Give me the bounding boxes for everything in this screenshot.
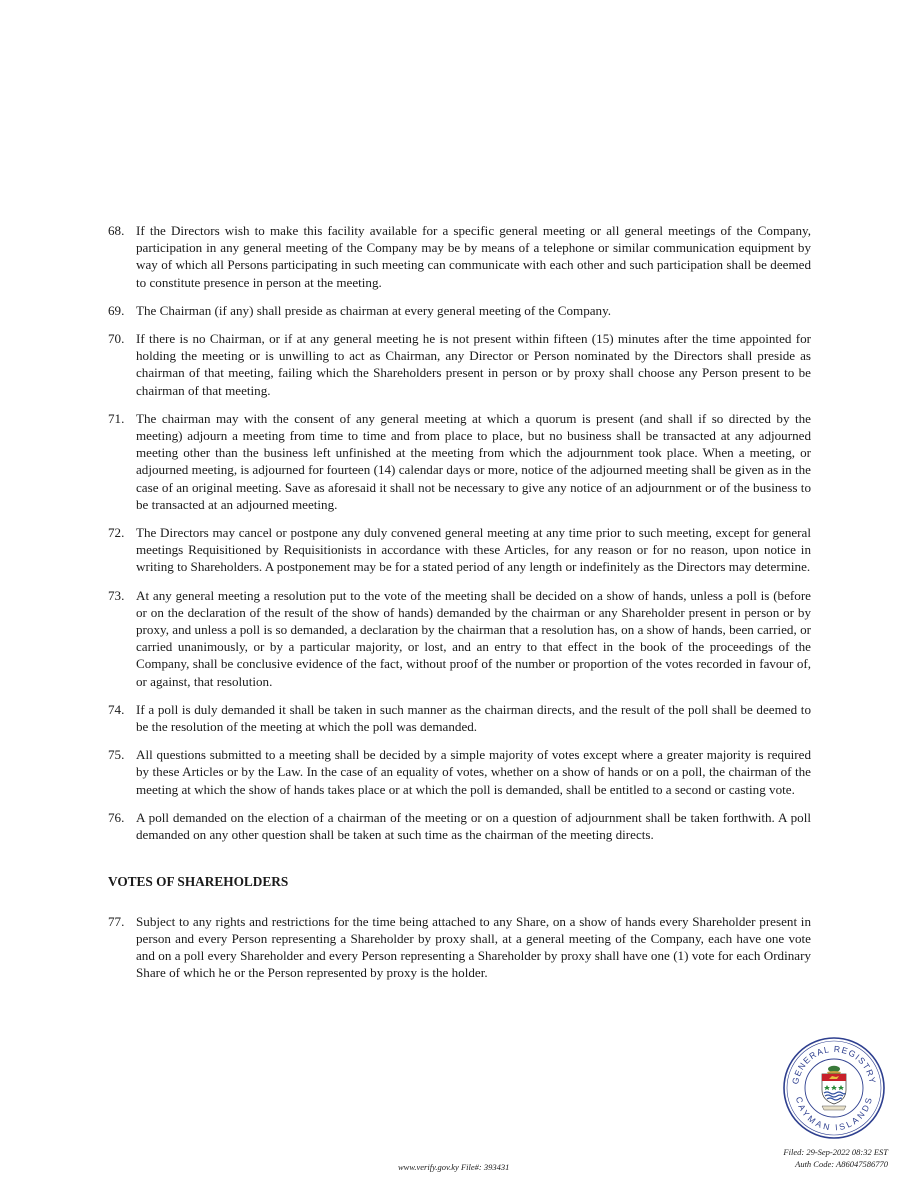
clause-number: 74. [108,701,125,717]
clause-68 [108,222,811,291]
clause-text: The Directors may cancel or postpone any duly convened general meeting at any time prior to such meeting, except for general meetings Requisitioned by Requisitionists in accordance with these Articles, for any reason or for no reason, upon notice in writing to Shareholders. A postponement may be for a stated period of any length or indefinitely as the Directors may determine. [136,525,811,575]
clause-text: If a poll is duly demanded it shall be taken in such manner as the chairman directs, and the result of the poll shall be deemed to be the resolution of the meeting at which the poll was demanded. [136,701,811,735]
clause-69 [108,302,811,319]
clause-71 [108,410,811,513]
coat-of-arms-icon [822,1066,846,1110]
clause-text: If the Directors wish to make this facility available for a specific general meeting or all general meetings of the Company, participation in any general meeting of the Company may be by means of a telephone or similar communication equipment by way of which all Persons participating in such meeting can communicate with each other and such participation shall be deemed to constitute presence in person at the meeting. [136,223,811,290]
clause-text: At any general meeting a resolution put to the vote of the meeting shall be decided on a show of hands, unless a poll is (before or on the declaration of the result of the show of hands) demanded by the chairman or any Shareholder present in person or by proxy, and unless a poll is so demanded, a declaration by the chairman that a resolution has, on a show of hands, been carried, or carried unanimously, or by a particular majority, or lost, and an entry to that effect in the book of the proceedings of the Company, shall be conclusive evidence of the fact, without proof of the number or proportion of the votes recorded in favour of, or against, that resolution. [136,587,811,689]
clause-70 [108,330,811,399]
clause-number: 70. [108,331,125,347]
clause-number: 76. [108,809,125,825]
verify-file-number: www.verify.gov.ky File#: 393431 [398,1162,510,1172]
clause-number: 77. [108,913,125,929]
filed-date: Filed: 29-Sep-2022 08:32 EST [783,1147,888,1157]
clause-74 [108,701,811,735]
clause-number: 71. [108,410,125,426]
clause-76 [108,809,811,843]
clause-text: The Chairman (if any) shall preside as chairman at every general meeting of the Company. [136,302,612,318]
clause-number: 75. [108,747,125,763]
clause-73 [108,587,811,690]
clause-75 [108,746,811,798]
auth-code: Auth Code: A86047586770 [795,1159,888,1169]
seal-bottom-text: CAYMAN ISLANDS [793,1095,875,1133]
clause-number: 73. [108,587,125,603]
clause-number: 72. [108,525,125,541]
clause-text: A poll demanded on the election of a chairman of the meeting or on a question of adjournment shall be taken forthwith. A poll demanded on any other question shall be taken at such time as the chairman of the meeting directs. [136,809,811,843]
clause-text: Subject to any rights and restrictions for the time being attached to any Share, on a show of hands every Shareholder present in person and every Person representing a Shareholder by proxy shall, at a general meeting of the Company, each have one vote and on a poll every Shareholder and every Person representing a Shareholder by proxy shall have one (1) vote for each Ordinary Share of which he or the Person represented by proxy is the holder. [136,913,811,981]
clause-text: All questions submitted to a meeting shall be decided by a simple majority of votes except where a greater majority is required by these Articles or by the Law. In the case of an equality of votes, whether on a show of hands or on a poll, the chairman of the meeting at which the show of hands takes place or at which the poll is demanded, shall be entitled to a second or casting vote. [136,747,811,797]
seal-top-text: GENERAL REGISTRY [790,1043,878,1086]
clause-77 [108,913,811,982]
clauses-body [108,222,811,992]
clause-number: 69. [108,302,125,318]
clause-72 [108,524,811,576]
clause-number: 68. [108,223,125,238]
clause-text: If there is no Chairman, or if at any general meeting he is not present within fifteen (15) minutes after the time appointed for holding the meeting or is unwilling to act as Chairman, any Director or Person nominated by the Directors shall preside as chairman of that meeting, failing which the Shareholders present in person or by proxy shall choose any Person present to be chairman of that meeting. [136,331,811,398]
section-heading: VOTES OF SHAREHOLDERS [108,874,289,890]
filing-stamp [752,1146,888,1170]
clause-text: The chairman may with the consent of any general meeting at which a quorum is present (and shall if so directed by the meeting) adjourn a meeting from time to time and from place to place, but no business shall be transacted at any adjourned meeting other than the business left unfinished at the meeting from which the adjournment took place. When a meeting, or adjourned meeting, is adjourned for fourteen (14) calendar days or more, notice of the adjourned meeting shall be given as in the case of an original meeting. Save as aforesaid it shall not be necessary to give any notice of an adjournment or of the business to be transacted at an adjourned meeting. [136,410,811,512]
general-registry-seal [782,1036,886,1140]
